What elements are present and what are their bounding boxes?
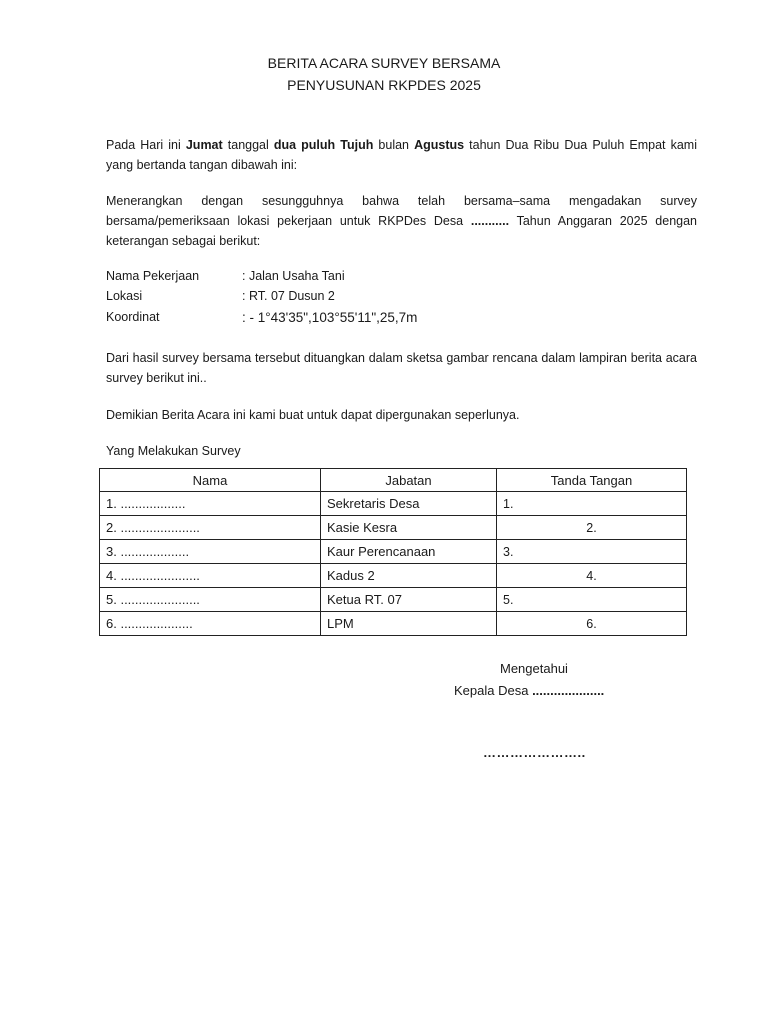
cell-position: Kadus 2: [321, 564, 497, 588]
cell-signature: 1.: [497, 492, 687, 516]
column-header-name: Nama: [100, 469, 321, 492]
cell-position: Sekretaris Desa: [321, 492, 497, 516]
cell-signature: 6.: [497, 612, 687, 636]
coordinate-value: : - 1°43'35",103°55'11",25,7m: [242, 310, 418, 325]
cell-signature: 2.: [497, 516, 687, 540]
cell-name: 2. ......................: [100, 516, 321, 540]
intro-month: Agustus: [414, 138, 465, 152]
document-subtitle: PENYUSUNAN RKPDES 2025: [287, 77, 481, 93]
cell-name: 5. ......................: [100, 588, 321, 612]
acknowledge-label: Mengetahui: [500, 661, 568, 676]
intro-paragraph: [106, 135, 697, 175]
intro-text-4: tahun Dua Ribu Dua Puluh Empat kami yang bertanda tangan dibawah ini:: [106, 138, 697, 172]
job-label: Nama Pekerjaan: [106, 269, 200, 283]
intro-text-3: bulan: [373, 138, 415, 152]
document-title: BERITA ACARA SURVEY BERSAMA: [267, 55, 501, 71]
cell-signature: 3.: [497, 540, 687, 564]
cell-signature: 5.: [497, 588, 687, 612]
table-row: [100, 516, 687, 540]
cell-position: Kaur Perencanaan: [321, 540, 497, 564]
location-label: Lokasi: [106, 289, 143, 303]
coordinate-label: Koordinat: [106, 310, 160, 324]
village-head-title: Kepala Desa: [454, 683, 533, 698]
closing-paragraph: Demikian Berita Acara ini kami buat untuk dapat dipergunakan seperlunya.: [106, 408, 520, 422]
cell-name: 3. ...................: [100, 540, 321, 564]
cell-position: Ketua RT. 07: [321, 588, 497, 612]
cell-name: 6. ....................: [100, 612, 321, 636]
column-header-position: Jabatan: [321, 469, 497, 492]
statement-village: ...........: [470, 214, 510, 228]
intro-day: Jumat: [185, 138, 223, 152]
table-row: [100, 540, 687, 564]
column-header-signature: Tanda Tangan: [497, 469, 687, 492]
cell-name: 4. ......................: [100, 564, 321, 588]
table-row: [100, 588, 687, 612]
cell-signature: 4.: [497, 564, 687, 588]
village-head-label: [454, 683, 604, 698]
result-paragraph: Dari hasil survey bersama tersebut dituangkan dalam sketsa gambar rencana dalam lampiran berita acara survey berikut ini..: [106, 351, 697, 385]
intro-text-2: tanggal: [222, 138, 274, 152]
statement-paragraph: [106, 191, 697, 251]
statement-text-1: Menerangkan dengan sesungguhnya bahwa telah bersama–sama mengadakan survey bersama/pemeriksaan lokasi pekerjaan untuk RKPDes Desa: [106, 194, 697, 228]
village-head-name-placeholder: ....................: [532, 683, 605, 698]
statement-text-2: Tahun Anggaran 2025 dengan keterangan sebagai berikut:: [106, 214, 697, 248]
intro-date: dua puluh Tujuh: [273, 138, 374, 152]
table-row: [100, 564, 687, 588]
signature-line: …………………..: [483, 745, 586, 760]
table-row: [100, 492, 687, 516]
table-row: [100, 612, 687, 636]
cell-position: Kasie Kesra: [321, 516, 497, 540]
cell-position: LPM: [321, 612, 497, 636]
cell-name: 1. ..................: [100, 492, 321, 516]
job-value: : Jalan Usaha Tani: [242, 269, 345, 283]
table-header-row: [100, 469, 687, 492]
location-value: : RT. 07 Dusun 2: [242, 289, 335, 303]
signature-table: [99, 468, 687, 636]
intro-text-1: Pada Hari ini: [106, 138, 186, 152]
survey-team-label: Yang Melakukan Survey: [106, 444, 241, 458]
